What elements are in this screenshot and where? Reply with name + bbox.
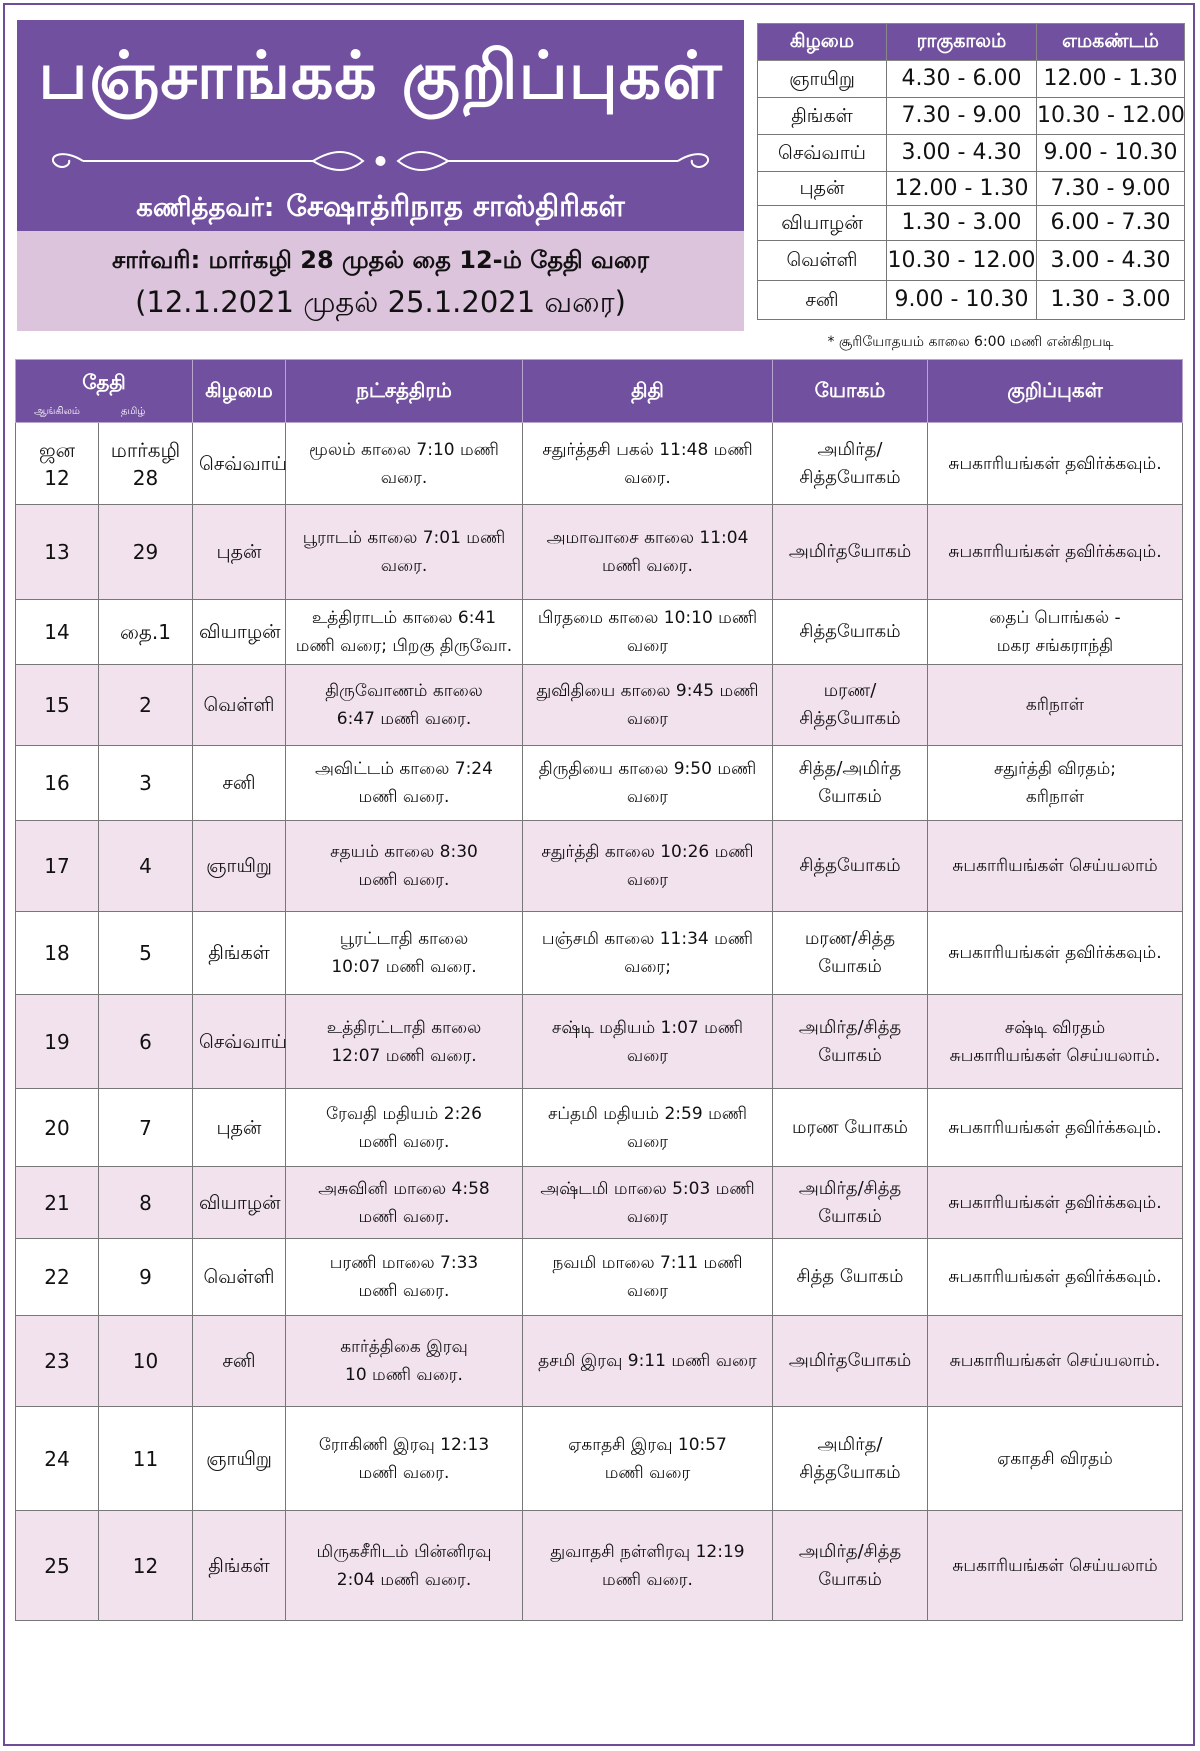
tithi-cell-line: வரை xyxy=(626,636,669,656)
tamil-date-cell-line: 2 xyxy=(139,693,152,717)
tamil-date-cell xyxy=(99,1239,193,1316)
notes-cell-line: சுபகாரியங்கள் தவிர்க்கவும். xyxy=(948,943,1162,963)
rahukalam-cell: 4.30 - 6.00 xyxy=(887,61,1037,98)
tithi-cell-line: மணி வரை xyxy=(604,1462,691,1483)
tithi-cell-line: மணி வரை. xyxy=(602,556,693,576)
tithi-cell-line: வரை. xyxy=(624,467,671,488)
english-date-cell-line: 20 xyxy=(44,1115,70,1140)
star-cell-line: பரணி மாலை 7:33 xyxy=(329,1253,479,1273)
tamil-date-cell xyxy=(99,423,193,505)
day-cell: செவ்வாய் xyxy=(193,423,286,505)
tithi-cell xyxy=(523,1407,773,1511)
english-date-cell-line: 24 xyxy=(44,1446,70,1471)
rahu-day-cell: செவ்வாய் xyxy=(758,135,887,172)
tithi-cell-line: சதுர்த்தி காலை 10:26 மணி xyxy=(541,842,754,862)
tithi-cell-line: திருதியை காலை 9:50 மணி xyxy=(538,759,757,779)
tithi-cell xyxy=(523,1239,773,1316)
tithi-cell-line: துவாதசி நள்ளிரவு 12:19 xyxy=(550,1541,745,1562)
english-date-cell xyxy=(16,746,99,821)
rahukalam-cell: 3.00 - 4.30 xyxy=(887,135,1037,172)
notes-cell xyxy=(928,821,1183,912)
english-date-cell xyxy=(16,912,99,995)
star-cell-line: பூராடம் காலை 7:01 மணி xyxy=(302,528,506,548)
notes-cell xyxy=(928,995,1183,1089)
star-cell-line: மணி வரை. xyxy=(358,1206,450,1227)
tamil-date-cell xyxy=(99,505,193,600)
header-star: நட்சத்திரம் xyxy=(286,360,523,423)
notes-cell xyxy=(928,1089,1183,1167)
english-date-cell xyxy=(16,423,99,505)
notes-cell-line: கரிநாள் xyxy=(1025,787,1085,807)
tamil-date-cell xyxy=(99,1511,193,1621)
author-label: கணித்தவர்: xyxy=(136,193,275,223)
english-date-cell-line: 22 xyxy=(44,1265,70,1289)
date-range-panel xyxy=(17,231,744,331)
table-row xyxy=(16,665,1183,746)
yoga-cell-line: அமிர்த/சித்த xyxy=(798,1540,902,1562)
day-cell: ஞாயிறு xyxy=(193,1407,286,1511)
yoga-cell xyxy=(773,995,928,1089)
table-row xyxy=(16,912,1183,995)
notes-cell xyxy=(928,665,1183,746)
day-cell: சனி xyxy=(193,1316,286,1407)
tamil-date-cell xyxy=(99,665,193,746)
tithi-cell-line: வரை xyxy=(626,1131,669,1152)
tithi-cell-line: வரை xyxy=(626,787,669,807)
notes-cell-line: தைப் பொங்கல் - xyxy=(989,608,1121,628)
tithi-cell-line: நவமி மாலை 7:11 மணி xyxy=(552,1253,743,1273)
english-date-cell-line: 25 xyxy=(44,1553,70,1578)
yoga-cell xyxy=(773,1239,928,1316)
rahu-row xyxy=(758,281,1185,320)
rahu-header-day: கிழமை xyxy=(758,24,887,61)
star-cell-line: சதயம் காலை 8:30 xyxy=(330,842,478,862)
star-cell-line: மணி வரை. xyxy=(358,1131,450,1152)
table-row xyxy=(16,1239,1183,1316)
tamil-date-cell xyxy=(99,912,193,995)
tamil-date-cell-line: 10 xyxy=(132,1349,159,1373)
title-panel xyxy=(17,20,744,231)
english-date-cell xyxy=(16,665,99,746)
tamil-date-cell-line: 6 xyxy=(139,1029,152,1054)
star-cell xyxy=(286,1167,523,1239)
date-range-english: (12.1.2021 முதல் 25.1.2021 வரை) xyxy=(135,285,626,319)
table-row xyxy=(16,1407,1183,1511)
tithi-cell xyxy=(523,746,773,821)
tithi-cell-line: ஏகாதசி இரவு 10:57 xyxy=(568,1434,727,1455)
notes-cell-line: சுபகாரியங்கள் செய்யலாம் xyxy=(952,856,1158,876)
english-date-cell xyxy=(16,1407,99,1511)
table-row xyxy=(16,1316,1183,1407)
star-cell xyxy=(286,665,523,746)
tamil-date-cell xyxy=(99,995,193,1089)
yoga-cell xyxy=(773,912,928,995)
notes-cell xyxy=(928,1167,1183,1239)
star-cell-line: மணி வரை. xyxy=(358,787,450,807)
notes-cell-line: சதுர்த்தி விரதம்; xyxy=(993,759,1117,779)
notes-cell xyxy=(928,1316,1183,1407)
rahu-day-cell: திங்கள் xyxy=(758,98,887,135)
sunrise-footnote: * சூரியோதயம் காலை 6:00 மணி என்கிறபடி xyxy=(827,334,1114,350)
english-date-cell-line: 15 xyxy=(44,693,70,717)
rahu-row xyxy=(758,172,1185,206)
yoga-cell-line: சித்தயோகம் xyxy=(799,855,901,876)
notes-cell xyxy=(928,505,1183,600)
day-cell: புதன் xyxy=(193,505,286,600)
star-cell-line: வரை. xyxy=(380,467,428,488)
star-cell-line: ரேவதி மதியம் 2:26 xyxy=(326,1103,482,1124)
yoga-cell xyxy=(773,600,928,665)
tithi-cell-line: அஷ்டமி மாலை 5:03 மணி xyxy=(540,1178,755,1199)
yoga-cell-line: யோகம் xyxy=(818,786,882,807)
tamil-date-cell-line: 5 xyxy=(139,941,152,965)
rahu-row xyxy=(758,98,1185,135)
yoga-cell xyxy=(773,1167,928,1239)
notes-cell-line: சுபகாரியங்கள் செய்யலாம் xyxy=(952,1555,1158,1576)
day-cell: வியாழன் xyxy=(193,600,286,665)
star-cell-line: மூலம் காலை 7:10 மணி xyxy=(309,439,499,460)
english-date-cell-line: 23 xyxy=(44,1349,70,1373)
english-date-cell xyxy=(16,1167,99,1239)
table-row xyxy=(16,600,1183,665)
tithi-cell-line: துவிதியை காலை 9:45 மணி xyxy=(536,681,759,701)
yoga-cell-line: அமிர்த/சித்த xyxy=(798,1177,902,1199)
tamil-date-cell xyxy=(99,821,193,912)
english-date-cell-line: ஜன xyxy=(38,437,76,462)
tithi-cell xyxy=(523,995,773,1089)
yoga-cell-line: அமிர்த/ xyxy=(817,438,883,460)
yoga-cell xyxy=(773,1407,928,1511)
tamil-date-cell-line: 29 xyxy=(132,540,159,564)
emagandam-cell: 9.00 - 10.30 xyxy=(1037,135,1185,172)
tamil-date-cell xyxy=(99,600,193,665)
ornament-divider-icon xyxy=(43,146,718,176)
header-date-tamil: தமிழ் xyxy=(121,406,146,417)
tamil-date-cell-line: தை.1 xyxy=(119,620,172,644)
notes-cell xyxy=(928,912,1183,995)
star-cell xyxy=(286,600,523,665)
emagandam-cell: 1.30 - 3.00 xyxy=(1037,281,1185,320)
tithi-cell-line: வரை xyxy=(626,1281,669,1301)
star-cell xyxy=(286,1511,523,1621)
yoga-cell-line: மரண/சித்த xyxy=(804,928,896,949)
yoga-cell-line: சித்த/அமிர்த xyxy=(798,758,902,779)
notes-cell-line: சுபகாரியங்கள் செய்யலாம். xyxy=(949,1351,1161,1371)
tamil-date-cell-line: 3 xyxy=(139,771,152,795)
tithi-cell-line: பஞ்சமி காலை 11:34 மணி xyxy=(541,929,754,949)
day-cell: புதன் xyxy=(193,1089,286,1167)
star-cell xyxy=(286,423,523,505)
rahu-day-cell: சனி xyxy=(758,281,887,320)
star-cell xyxy=(286,912,523,995)
tamil-date-cell-line: 12 xyxy=(132,1553,159,1578)
emagandam-cell: 3.00 - 4.30 xyxy=(1037,241,1185,281)
rahu-day-cell: வெள்ளி xyxy=(758,241,887,281)
yoga-cell-line: யோகம் xyxy=(818,956,882,977)
tithi-cell-line: தசமி இரவு 9:11 மணி வரை xyxy=(538,1351,757,1371)
notes-cell-line: சுபகாரியங்கள் தவிர்க்கவும். xyxy=(948,453,1162,474)
tamil-date-cell xyxy=(99,746,193,821)
tamil-date-cell xyxy=(99,1407,193,1511)
day-cell: திங்கள் xyxy=(193,1511,286,1621)
rahu-row xyxy=(758,206,1185,241)
table-row xyxy=(16,1167,1183,1239)
day-cell: செவ்வாய் xyxy=(193,995,286,1089)
star-cell xyxy=(286,821,523,912)
panchang-table xyxy=(15,359,1183,1621)
tamil-date-cell-line: 4 xyxy=(139,854,152,878)
star-cell xyxy=(286,1239,523,1316)
yoga-cell-line: யோகம் xyxy=(818,1044,882,1066)
tithi-cell xyxy=(523,1167,773,1239)
english-date-cell xyxy=(16,505,99,600)
table-row xyxy=(16,995,1183,1089)
tithi-cell-line: மணி வரை. xyxy=(602,1569,693,1590)
notes-cell xyxy=(928,1239,1183,1316)
yoga-cell-line: சித்தயோகம் xyxy=(799,466,901,488)
notes-cell-line: சுபகாரியங்கள் செய்யலாம். xyxy=(949,1045,1161,1066)
english-date-cell-line: 16 xyxy=(44,771,70,795)
yoga-cell-line: அமிர்தயோகம் xyxy=(788,541,912,562)
yoga-cell xyxy=(773,665,928,746)
table-row xyxy=(16,423,1183,505)
english-date-cell xyxy=(16,1316,99,1407)
star-cell xyxy=(286,746,523,821)
tithi-cell xyxy=(523,912,773,995)
rahukalam-table xyxy=(757,23,1185,320)
star-cell-line: ரோகிணி இரவு 12:13 xyxy=(318,1434,490,1455)
tamil-date-cell-line: 8 xyxy=(139,1190,152,1215)
yoga-cell xyxy=(773,746,928,821)
star-cell-line: 12:07 மணி வரை. xyxy=(331,1045,477,1066)
rahukalam-cell: 9.00 - 10.30 xyxy=(887,281,1037,320)
rahu-row xyxy=(758,135,1185,172)
star-cell-line: 6:47 மணி வரை. xyxy=(336,709,472,729)
yoga-cell-line: மரண/ xyxy=(823,680,877,701)
star-cell-line: மணி வரை. xyxy=(358,1281,450,1301)
tithi-cell-line: வரை xyxy=(626,1045,669,1066)
star-cell-line: கார்த்திகை இரவு xyxy=(340,1337,468,1357)
yoga-cell xyxy=(773,1089,928,1167)
star-cell-line: மணி வரை; பிறகு திருவோ. xyxy=(295,636,513,656)
table-row xyxy=(16,1089,1183,1167)
yoga-cell-line: சித்தயோகம் xyxy=(799,1461,901,1483)
yoga-cell-line: மரண யோகம் xyxy=(791,1116,909,1138)
star-cell-line: மணி வரை. xyxy=(358,870,450,890)
header-date-english: ஆங்கிலம் xyxy=(34,406,80,417)
star-cell xyxy=(286,1407,523,1511)
star-cell-line: மணி வரை. xyxy=(358,1462,450,1483)
tamil-date-cell-line: 28 xyxy=(132,465,159,490)
rahu-day-cell: ஞாயிறு xyxy=(758,61,887,98)
yoga-cell-line: அமிர்த/ xyxy=(817,1433,883,1455)
english-date-cell-line: 12 xyxy=(44,465,70,490)
star-cell-line: பூரட்டாதி காலை xyxy=(339,929,469,949)
english-date-cell xyxy=(16,1089,99,1167)
rahukalam-cell: 1.30 - 3.00 xyxy=(887,206,1037,241)
rahu-header-emagandam: எமகண்டம் xyxy=(1037,24,1185,61)
yoga-cell-line: யோகம் xyxy=(818,1568,882,1590)
day-cell: ஞாயிறு xyxy=(193,821,286,912)
english-date-cell-line: 18 xyxy=(44,941,70,965)
star-cell xyxy=(286,505,523,600)
rahu-day-cell: வியாழன் xyxy=(758,206,887,241)
header-day: கிழமை xyxy=(193,360,286,423)
day-cell: திங்கள் xyxy=(193,912,286,995)
rahu-row xyxy=(758,241,1185,281)
table-row xyxy=(16,1511,1183,1621)
tithi-cell-line: பிரதமை காலை 10:10 மணி xyxy=(537,608,758,628)
date-range-tamil: சார்வரி: மார்கழி 28 முதல் தை 12-ம் தேதி வரை xyxy=(111,246,650,274)
tithi-cell xyxy=(523,1316,773,1407)
rahu-row xyxy=(758,61,1185,98)
emagandam-cell: 7.30 - 9.00 xyxy=(1037,172,1185,206)
yoga-cell-line: அமிர்தயோகம் xyxy=(788,1350,912,1371)
tithi-cell xyxy=(523,600,773,665)
notes-cell xyxy=(928,1407,1183,1511)
header-date-label: தேதி xyxy=(82,369,126,394)
english-date-cell-line: 17 xyxy=(44,854,70,878)
yoga-cell-line: சித்த யோகம் xyxy=(796,1266,904,1287)
notes-cell xyxy=(928,746,1183,821)
notes-cell-line: சஷ்டி விரதம் xyxy=(1004,1017,1106,1038)
yoga-cell-line: சித்தயோகம் xyxy=(799,621,901,642)
emagandam-cell: 6.00 - 7.30 xyxy=(1037,206,1185,241)
day-cell: வியாழன் xyxy=(193,1167,286,1239)
notes-cell-line: சுபகாரியங்கள் தவிர்க்கவும். xyxy=(948,1117,1162,1138)
rahukalam-cell: 12.00 - 1.30 xyxy=(887,172,1037,206)
page-title: பஞ்சாங்கக் குறிப்புகள் xyxy=(38,37,723,114)
day-cell: சனி xyxy=(193,746,286,821)
yoga-cell xyxy=(773,423,928,505)
yoga-cell-line: யோகம் xyxy=(818,1205,882,1227)
tithi-cell xyxy=(523,423,773,505)
english-date-cell xyxy=(16,1239,99,1316)
english-date-cell xyxy=(16,600,99,665)
star-cell-line: 10 மணி வரை. xyxy=(345,1365,463,1385)
tamil-date-cell-line: 11 xyxy=(132,1446,159,1471)
tamil-date-cell xyxy=(99,1316,193,1407)
tithi-cell-line: அமாவாசை காலை 11:04 xyxy=(546,528,749,548)
rahukalam-cell: 7.30 - 9.00 xyxy=(887,98,1037,135)
tamil-date-cell-line: 9 xyxy=(139,1265,152,1289)
yoga-cell-line: அமிர்த/சித்த xyxy=(798,1016,902,1038)
yoga-cell xyxy=(773,1511,928,1621)
notes-cell-line: ஏகாதசி விரதம் xyxy=(997,1448,1113,1469)
star-cell-line: மிருகசீரிடம் பின்னிரவு xyxy=(316,1541,492,1562)
day-cell: வெள்ளி xyxy=(193,1239,286,1316)
star-cell xyxy=(286,995,523,1089)
tithi-cell xyxy=(523,1511,773,1621)
rahu-header-rahukalam: ராகுகாலம் xyxy=(887,24,1037,61)
notes-cell xyxy=(928,1511,1183,1621)
tithi-cell-line: வரை xyxy=(626,870,669,890)
notes-cell-line: கரிநாள் xyxy=(1025,695,1085,715)
tamil-date-cell xyxy=(99,1089,193,1167)
table-row xyxy=(16,821,1183,912)
yoga-cell xyxy=(773,505,928,600)
tithi-cell xyxy=(523,665,773,746)
tithi-cell xyxy=(523,505,773,600)
star-cell-line: 10:07 மணி வரை. xyxy=(331,957,477,977)
table-row xyxy=(16,746,1183,821)
tamil-date-cell-line: 7 xyxy=(139,1115,152,1140)
yoga-cell-line: சித்தயோகம் xyxy=(799,708,901,729)
day-cell: வெள்ளி xyxy=(193,665,286,746)
tithi-cell-line: சதுர்த்தசி பகல் 11:48 மணி xyxy=(542,439,753,460)
english-date-cell-line: 21 xyxy=(44,1190,70,1215)
yoga-cell xyxy=(773,821,928,912)
english-date-cell xyxy=(16,1511,99,1621)
rahukalam-cell: 10.30 - 12.00 xyxy=(887,241,1037,281)
english-date-cell xyxy=(16,995,99,1089)
header-tithi: திதி xyxy=(523,360,773,423)
tithi-cell-line: வரை xyxy=(626,1206,669,1227)
rahu-day-cell: புதன் xyxy=(758,172,887,206)
star-cell-line: உத்திராடம் காலை 6:41 xyxy=(311,608,497,628)
tithi-cell-line: வரை xyxy=(626,709,669,729)
author-name: சேஷாத்ரிநாத சாஸ்திரிகள் xyxy=(286,189,625,223)
star-cell-line: 2:04 மணி வரை. xyxy=(336,1569,472,1590)
notes-cell xyxy=(928,423,1183,505)
english-date-cell-line: 13 xyxy=(44,540,70,564)
tithi-cell-line: சஷ்டி மதியம் 1:07 மணி xyxy=(551,1017,744,1038)
notes-cell xyxy=(928,600,1183,665)
emagandam-cell: 12.00 - 1.30 xyxy=(1037,61,1185,98)
star-cell xyxy=(286,1089,523,1167)
header-date xyxy=(16,360,193,423)
tithi-cell-line: வரை; xyxy=(624,957,671,977)
tithi-cell xyxy=(523,821,773,912)
notes-cell-line: சுபகாரியங்கள் தவிர்க்கவும். xyxy=(948,542,1162,562)
notes-cell-line: சுபகாரியங்கள் தவிர்க்கவும். xyxy=(948,1192,1162,1213)
header-notes: குறிப்புகள் xyxy=(928,360,1183,423)
star-cell-line: அவிட்டம் காலை 7:24 xyxy=(315,759,493,779)
english-date-cell-line: 14 xyxy=(44,620,70,644)
star-cell-line: உத்திரட்டாதி காலை xyxy=(326,1017,482,1038)
english-date-cell xyxy=(16,821,99,912)
tamil-date-cell xyxy=(99,1167,193,1239)
table-row xyxy=(16,505,1183,600)
author-line xyxy=(17,188,744,226)
header-yoga: யோகம் xyxy=(773,360,928,423)
emagandam-cell: 10.30 - 12.00 xyxy=(1037,98,1185,135)
notes-cell-line: மகர சங்கராந்தி xyxy=(996,636,1114,656)
notes-cell-line: சுபகாரியங்கள் தவிர்க்கவும். xyxy=(948,1267,1162,1287)
tithi-cell xyxy=(523,1089,773,1167)
star-cell-line: அசுவினி மாலை 4:58 xyxy=(318,1178,490,1199)
star-cell-line: வரை. xyxy=(380,556,428,576)
star-cell-line: திருவோணம் காலை xyxy=(325,681,483,701)
tithi-cell-line: சப்தமி மதியம் 2:59 மணி xyxy=(547,1103,748,1124)
tamil-date-cell-line: மார்கழி xyxy=(110,437,181,462)
star-cell xyxy=(286,1316,523,1407)
english-date-cell-line: 19 xyxy=(44,1029,70,1054)
yoga-cell xyxy=(773,1316,928,1407)
